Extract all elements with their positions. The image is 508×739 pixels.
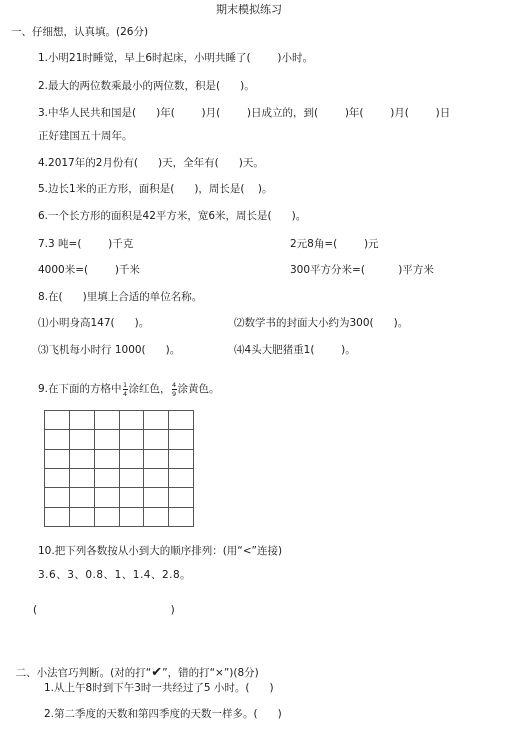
question-7-area: 300平方分米=( )平方米 <box>290 264 434 276</box>
section-2-heading-prefix: 二、小法官巧判断。(对的打“ <box>15 666 152 679</box>
question-8-item-1: ⑴小明身高147( )。 <box>38 317 150 329</box>
question-7-tons: 7.3 吨=( )千克 <box>38 238 134 250</box>
coloring-grid[interactable] <box>44 410 194 527</box>
page-title: 期末模拟练习 <box>216 3 282 16</box>
question-2: 2.最大的两位数乘最小的两位数，积是( )。 <box>38 80 255 92</box>
question-10-answer-blank[interactable]: ( ) <box>33 604 175 616</box>
question-1: 1.小明21时睡觉，早上6时起床，小明共睡了( )小时。 <box>38 52 313 64</box>
question-5: 5.边长1米的正方形，面积是( )，周长是( )。 <box>38 183 273 195</box>
judge-question-1: 1.从上午8时到下午3时一共经过了5 小时。( ) <box>44 682 274 694</box>
question-9 <box>38 382 220 397</box>
question-10-numbers: 3.6、3、0.8、1、1.4、2.8。 <box>38 569 192 581</box>
question-7-meters: 4000米=( )千米 <box>38 264 140 276</box>
question-8-item-3: ⑶飞机每小时行 1000( )。 <box>38 344 181 356</box>
fraction-one-quarter: $\frac{1}{4}$ <box>122 381 128 398</box>
judge-question-2: 2.第二季度的天数和第四季度的天数一样多。( ) <box>44 708 282 720</box>
section-1-heading: 一、仔细想，认真填。(26分) <box>11 26 149 38</box>
question-10: 10.把下列各数按从小到大的顺序排列：(用“<”连接) <box>38 545 283 557</box>
question-4: 4.2017年的2月份有( )天，全年有( )天。 <box>38 157 264 169</box>
question-6: 6.一个长方形的面积是42平方米，宽6米，周长是( )。 <box>38 210 307 222</box>
question-9-middle: 涂红色， <box>128 383 171 396</box>
question-3-line-1: 3.中华人民共和国是( )年( )月( )日成立的，到( )年( )月( )日 <box>38 107 451 119</box>
section-2-heading-suffix: ”，错的打“×”)(8分) <box>162 666 259 679</box>
question-9-suffix: 涂黄色。 <box>177 383 220 396</box>
question-8: 8.在( )里填上合适的单位名称。 <box>38 291 203 303</box>
question-9-prefix: 9.在下面的方格中 <box>38 383 122 396</box>
section-2-heading <box>9 655 259 679</box>
check-mark-icon: ✔ <box>151 664 163 680</box>
question-8-item-4: ⑷4头大肥猪重1( )。 <box>234 344 356 356</box>
question-7-yuan: 2元8角=( )元 <box>290 238 379 250</box>
fraction-four-ninths: $\frac{4}{9}$ <box>171 381 177 398</box>
question-3-line-2: 正好建国五十周年。 <box>38 130 133 142</box>
question-8-item-2: ⑵数学书的封面大小约为300( )。 <box>234 317 409 329</box>
